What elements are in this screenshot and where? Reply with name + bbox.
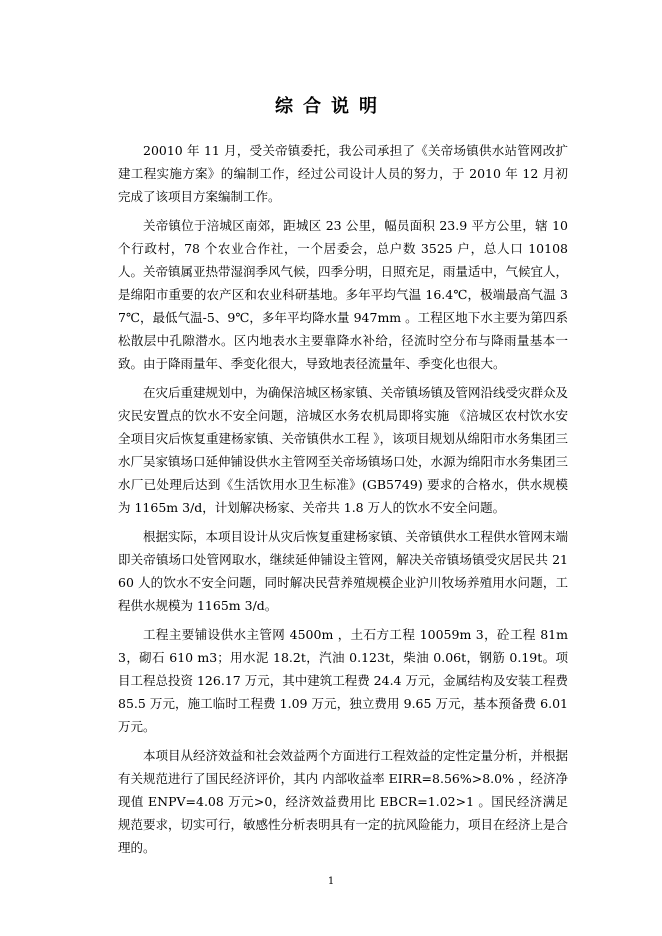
paragraph-6: 本项目从经济效益和社会效益两个方面进行工程效益的定性定量分析，并根据有关规范进行了国民经济评价，其内 内部收益率 EIRR=8.56%>8.0% ，经济净现值 ENPV=4.08 万元>0，经济效益费用比 EBCR=1.02>1 。国民经济满足规范要求，切实可行，敏感性分析表明具有一定的抗风险能力，项目在经济上是合理的。 [118, 748, 569, 855]
paragraph-3: 在灾后重建规划中，为确保涪城区杨家镇、关帝镇场镇及管网沿线受灾群众及灾民安置点的饮水不安全问题，涪城区水务农机局即将实施 《涪城区农村饮水安全项目灾后恢复重建杨家镇、关帝镇供水工程 》，该项目规划从绵阳市水务集团三水厂吴家镇场口延伸铺设供水主管网至关帝场镇场口处，水源为绵阳市水务集团三水厂已处理后达到《生活饮用水卫生标准》(GB5749) 要求的合格水，供水规模为 1165m 3/d，计划解决杨家、关帝共 1.8 万人的饮水不安全问题。 [118, 385, 569, 515]
paragraph-2: 关帝镇位于涪城区南郊，距城区 23 公里，幅员面积 23.9 平方公里，辖 10 个行政村，78 个农业合作社，一个居委会，总户数 3525 户，总人口 10108 人。关帝镇属亚热带湿润季风气候，四季分明，日照充足，雨量适中，气候宜人，是绵阳市重要的农产区和农业科研基地。多年平均气温 16.4℃，极端最高气温 37℃，最低气温-5、9℃，多年平均降水量 947mm 。工程区地下水主要为第四系松散层中孔隙潜水。区内地表水主要靠降水补给，径流时空分布与降雨量基本一致。由于降雨量年、季变化很大，导致地表径流量年、季变化也很大。 [118, 218, 569, 371]
page-title: 综合说明 [275, 96, 387, 117]
paragraph-1: 20010 年 11 月，受关帝镇委托，我公司承担了《关帝场镇供水站管网改扩建工程实施方案》的编制工作，经过公司设计人员的努力，于 2010 年 12 月初完成了该项目方案编制工作。 [118, 143, 568, 204]
paragraph-5: 工程主要铺设供水主管网 4500m ，土石方工程 10059m 3，砼工程 81m 3，砌石 610 m3；用水泥 18.2t，汽油 0.123t，柴油 0.06t，钢筋 0.19t。项目工程总投资 126.17 万元，其中建筑工程费 24.4 万元，金属结构及安装工程费 85.5 万元，施工临时工程费 1.09 万元，独立费用 9.65 万元，基本预备费 6.01 万元。 [118, 627, 568, 734]
page-number: 1 [327, 876, 335, 887]
paragraph-4: 根据实际，本项目设计从灾后恢复重建杨家镇、关帝镇供水工程供水管网末端即关帝镇场口处管网取水，继续延伸铺设主管网，解决关帝镇场镇受灾居民共 2160 人的饮水不安全问题，同时解决民营养殖规模企业沪川牧场养殖用水问题，工程供水规模为 1165m 3/d。 [118, 529, 569, 613]
document-body [118, 139, 568, 865]
